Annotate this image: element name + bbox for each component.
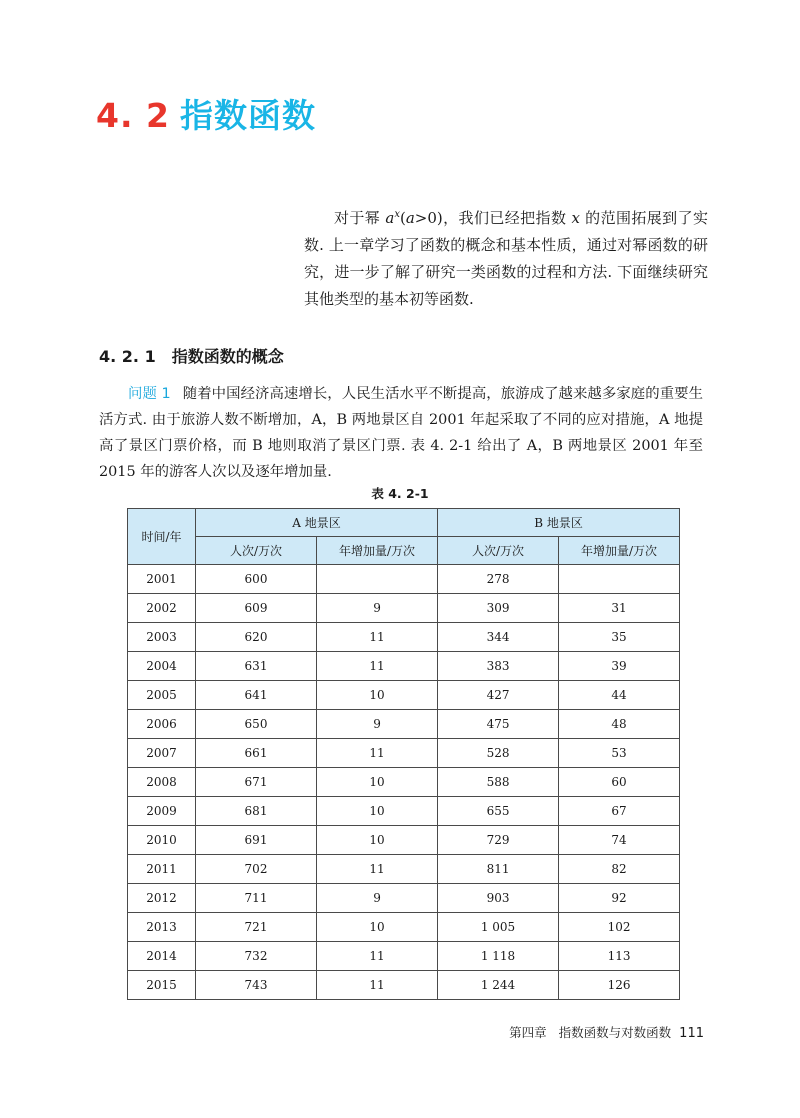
cell-b-visits: 528 [438,739,559,768]
table-row [128,942,680,971]
cell-b-visits: 1 005 [438,913,559,942]
cell-year: 2015 [128,971,196,1000]
table-row [128,797,680,826]
cell-b-visits: 383 [438,652,559,681]
cell-b-increase: 92 [559,884,680,913]
cell-b-visits: 427 [438,681,559,710]
table-row [128,739,680,768]
footer-chapter: 第四章 [509,1025,547,1040]
cell-a-visits: 631 [196,652,317,681]
section-number: 4. 2 [96,96,170,135]
cell-b-increase: 113 [559,942,680,971]
cell-year: 2010 [128,826,196,855]
cell-a-visits: 681 [196,797,317,826]
cell-a-increase: 10 [317,797,438,826]
table-row [128,710,680,739]
tourism-table [127,508,680,1000]
cell-b-visits: 811 [438,855,559,884]
table-row [128,971,680,1000]
cell-year: 2014 [128,942,196,971]
cell-year: 2012 [128,884,196,913]
cell-b-increase: 102 [559,913,680,942]
cell-a-visits: 661 [196,739,317,768]
cell-a-increase: 9 [317,884,438,913]
intro-base: a [385,209,395,227]
cell-b-increase: 31 [559,594,680,623]
cell-b-increase: 126 [559,971,680,1000]
cell-b-increase: 67 [559,797,680,826]
table-row [128,768,680,797]
cell-year: 2004 [128,652,196,681]
page-footer [509,1023,704,1041]
footer-chapter-title: 指数函数与对数函数 [558,1025,672,1040]
section-title-text: 指数函数 [179,96,316,135]
cell-year: 2008 [128,768,196,797]
cell-a-visits: 702 [196,855,317,884]
cell-year: 2009 [128,797,196,826]
table-body [128,565,680,1000]
cell-b-increase: 35 [559,623,680,652]
cell-b-visits: 655 [438,797,559,826]
section-title [96,90,316,137]
cell-b-increase: 39 [559,652,680,681]
table-row [128,826,680,855]
subsection-heading [99,344,284,367]
intro-pre: 对于幂 [334,209,386,227]
cell-year: 2007 [128,739,196,768]
cell-a-increase: 10 [317,913,438,942]
header-b-visits: 人次/万次 [438,537,559,565]
cell-year: 2003 [128,623,196,652]
cell-a-increase: 9 [317,710,438,739]
header-site-b: B 地景区 [438,509,680,537]
problem-label: 问题 1 [128,386,171,402]
table-row [128,913,680,942]
page-number: 111 [679,1026,704,1041]
cell-a-increase [317,565,438,594]
cell-a-visits: 609 [196,594,317,623]
cell-b-visits: 1 244 [438,971,559,1000]
table-row [128,594,680,623]
table-row [128,652,680,681]
cell-a-increase: 10 [317,826,438,855]
cell-b-increase: 82 [559,855,680,884]
cell-b-increase: 53 [559,739,680,768]
cell-b-increase: 74 [559,826,680,855]
header-site-a: A 地景区 [196,509,438,537]
cell-b-visits: 588 [438,768,559,797]
cell-a-visits: 711 [196,884,317,913]
intro-var-x: x [571,209,580,227]
cell-a-increase: 11 [317,623,438,652]
cell-year: 2013 [128,913,196,942]
header-a-increase: 年增加量/万次 [317,537,438,565]
cell-year: 2005 [128,681,196,710]
intro-exponent: x [394,209,400,220]
intro-paren-open: ( [399,209,406,227]
cell-a-increase: 11 [317,739,438,768]
cell-a-visits: 743 [196,971,317,1000]
cell-a-visits: 721 [196,913,317,942]
cell-a-increase: 10 [317,768,438,797]
header-time: 时间/年 [128,509,196,565]
cell-a-visits: 600 [196,565,317,594]
cell-year: 2006 [128,710,196,739]
cell-a-increase: 11 [317,652,438,681]
cell-year: 2011 [128,855,196,884]
cell-b-increase [559,565,680,594]
cell-b-visits: 903 [438,884,559,913]
cell-b-visits: 344 [438,623,559,652]
cell-a-increase: 10 [317,681,438,710]
cell-b-increase: 60 [559,768,680,797]
cell-a-increase: 11 [317,942,438,971]
problem-paragraph [99,381,703,485]
table-row [128,623,680,652]
problem-text: 随着中国经济高速增长，人民生活水平不断提高，旅游成了越来越多家庭的重要生活方式. 由于旅游人数不断增加，A，B 两地景区自 2001 年起采取了不同的应对措施，A 地提高了景区门票价格，而 B 地则取消了景区门票. 表 4. 2-1 给出了 A，B 两地景区 2001 年至 2015 年的游客人次以及逐年增加量. [99,386,703,480]
cell-b-visits: 729 [438,826,559,855]
table-row [128,884,680,913]
header-a-visits: 人次/万次 [196,537,317,565]
cell-b-visits: 475 [438,710,559,739]
table-row [128,681,680,710]
cell-b-visits: 278 [438,565,559,594]
cell-a-increase: 11 [317,971,438,1000]
cell-a-visits: 691 [196,826,317,855]
intro-post: 的范围拓展到了实数. 上一章学习了函数的概念和基本性质，通过对幂函数的研究，进一步了解了研究一类函数的过程和方法. 下面继续研究其他类型的基本初等函数. [304,209,708,308]
intro-cond-var: a [405,209,415,227]
table-row [128,855,680,884]
cell-a-visits: 732 [196,942,317,971]
cell-a-increase: 9 [317,594,438,623]
cell-a-visits: 620 [196,623,317,652]
cell-b-increase: 48 [559,710,680,739]
cell-b-visits: 1 118 [438,942,559,971]
cell-a-visits: 671 [196,768,317,797]
cell-b-increase: 44 [559,681,680,710]
cell-a-increase: 11 [317,855,438,884]
subsection-title: 指数函数的概念 [171,347,284,366]
table-caption: 表 4. 2-1 [371,486,429,501]
cell-b-visits: 309 [438,594,559,623]
cell-a-visits: 650 [196,710,317,739]
cell-a-visits: 641 [196,681,317,710]
intro-paragraph [304,205,708,313]
cell-year: 2001 [128,565,196,594]
header-b-increase: 年增加量/万次 [559,537,680,565]
subsection-number: 4. 2. 1 [99,347,156,366]
intro-cond-rest: >0)，我们已经把指数 [414,209,572,227]
table-row [128,565,680,594]
cell-year: 2002 [128,594,196,623]
